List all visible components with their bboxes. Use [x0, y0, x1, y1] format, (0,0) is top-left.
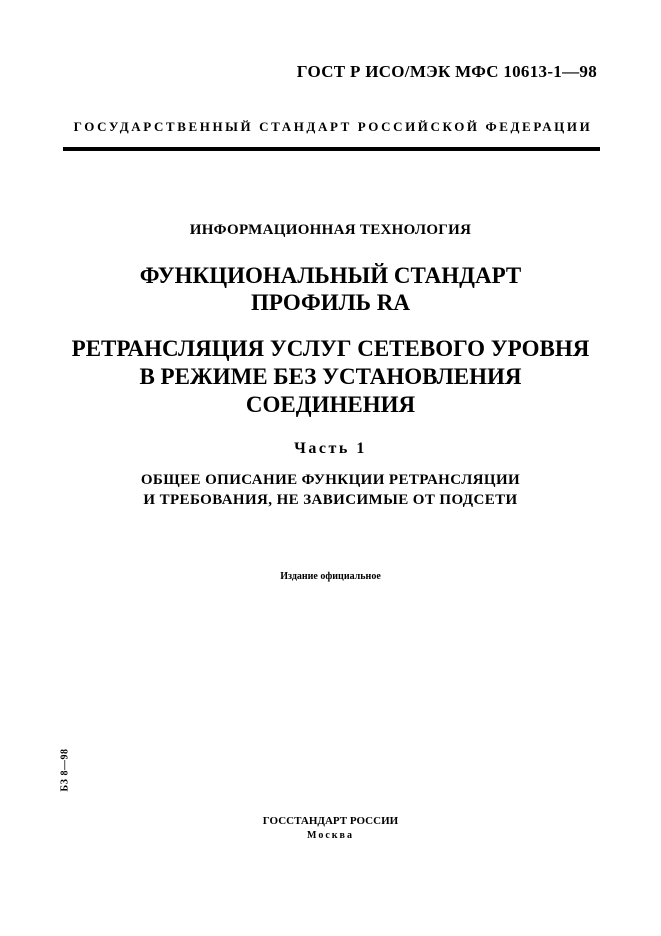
document-title-line: СОЕДИНЕНИЯ	[245, 392, 416, 417]
publisher: ГОССТАНДАРТ РОССИИ	[262, 815, 399, 827]
side-code-text: БЗ 8—98	[59, 748, 71, 792]
subject-heading: ИНФОРМАЦИОННАЯ ТЕХНОЛОГИЯ	[189, 222, 472, 238]
document-title	[0, 335, 661, 419]
edition-note: Издание официальное	[280, 571, 381, 582]
header-divider	[63, 147, 600, 151]
part-title	[0, 470, 661, 510]
standard-title-line: ПРОФИЛЬ RA	[251, 290, 410, 315]
state-standard-heading: ГОСУДАРСТВЕННЫЙ СТАНДАРТ РОССИЙСКОЙ ФЕДЕРАЦИИ	[73, 119, 593, 134]
part-title-line: И ТРЕБОВАНИЯ, НЕ ЗАВИСИМЫЕ ОТ ПОДСЕТИ	[143, 492, 518, 508]
standard-title	[0, 262, 661, 316]
publication-city: Москва	[307, 830, 354, 841]
document-title-line: РЕТРАНСЛЯЦИЯ УСЛУГ СЕТЕВОГО УРОВНЯ	[71, 336, 590, 361]
side-code	[58, 748, 72, 792]
part-label: Часть 1	[294, 440, 367, 457]
document-title-line: В РЕЖИМЕ БЕЗ УСТАНОВЛЕНИЯ	[139, 364, 522, 389]
standard-title-line: ФУНКЦИОНАЛЬНЫЙ СТАНДАРТ	[139, 263, 522, 288]
document-number: ГОСТ Р ИСО/МЭК МФС 10613-1—98	[296, 62, 597, 81]
part-title-line: ОБЩЕЕ ОПИСАНИЕ ФУНКЦИИ РЕТРАНСЛЯЦИИ	[140, 472, 521, 488]
